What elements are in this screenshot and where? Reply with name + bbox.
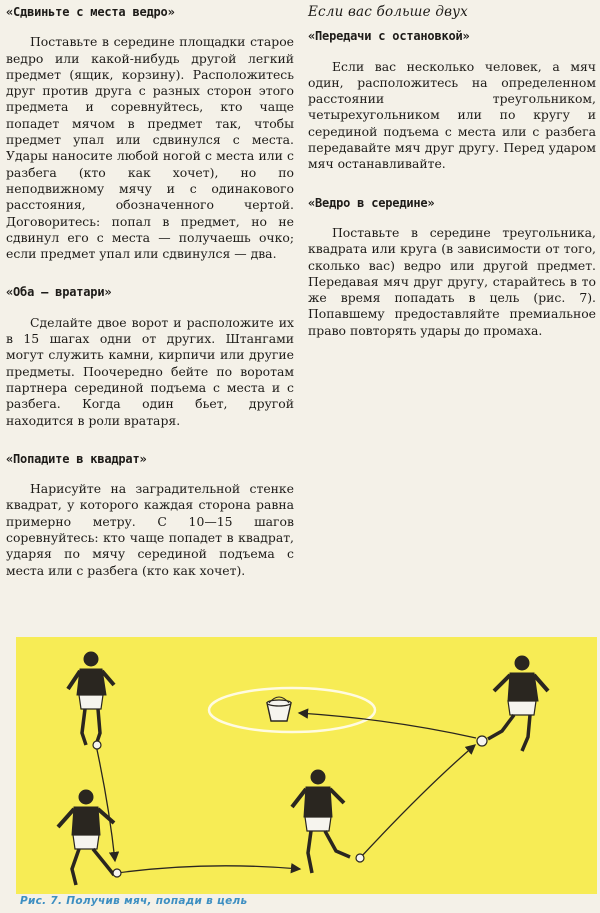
right-column — [308, 4, 596, 349]
section-text-both-goalkeepers: Сделайте двое ворот и расположите их в 15 шагах одни от других. Штангами могут служить камни, кирпичи или другие предметы. Поочередно бейте по воротам партнера серединой подъема с места и с разбега. Когда один бьет, другой находится в роли вратаря. — [6, 314, 294, 428]
section-text-move-bucket: Поставьте в середине площадки старое ведро или какой-нибудь другой легкий предмет (ящик, корзину). Расположитесь друг против друга с разных сторон этого предмета и соревнуйтесь, кто чаще попадет мячом в предмет так, чтобы предмет упал или сдвинулся с места. Удары наносите любой ногой с места или с разбега (кто как хочет), но по неподвижному мячу и с одинакового расстояния, обозначенного чертой. Договоритесь: попал в предмет, но не сдвинул его с места — получаешь очко; если предмет упал или сдвинулся — два. — [6, 34, 294, 262]
section-heading-move-bucket: «Сдвиньте с места ведро» — [6, 5, 175, 19]
section-heading-hit-square: «Попадите в квадрат» — [6, 451, 147, 466]
section-heading-bucket-in-middle: «Ведро в середине» — [308, 195, 435, 210]
left-column — [6, 4, 294, 589]
section-heading-both-goalkeepers: «Оба — вратари» — [6, 285, 112, 300]
figure-7-illustration — [16, 637, 597, 894]
figure-caption: Рис. 7. Получив мяч, попади в цель — [20, 895, 248, 907]
ball-icon — [477, 736, 487, 746]
ball-icon — [113, 869, 121, 877]
section-text-hit-square: Нарисуйте на заградительной стенке квадрат, у которого каждая сторона равна примерно метру. С 10—15 шагов соревнуйтесь: кто чаще попадет в квадрат, ударяя по мячу серединой подъема с места или с разбега (кто как хочет). — [6, 481, 294, 578]
player-bottom-left — [58, 790, 114, 885]
pass-path-to-right-player — [360, 745, 475, 858]
section-heading-passes-with-stop: «Передачи с остановкой» — [308, 29, 470, 44]
shot-path-to-bucket — [299, 713, 476, 738]
figure-7-drawing — [16, 637, 597, 894]
section-title-more-than-two: Если вас больше двух — [308, 4, 468, 20]
ball-icon — [356, 854, 364, 862]
player-top-left — [68, 652, 114, 745]
ball-icon — [93, 741, 101, 749]
pass-path-down-left — [96, 745, 115, 861]
bucket-icon — [267, 697, 291, 721]
section-text-passes-with-stop: Если вас несколько человек, а мяч один, расположитесь на определенном расстоянии треугольником, четырехугольником или по кругу и серединой подъема с места или с разбега передавайте мяч друг другу. Перед ударом мяч останавливайте. — [308, 58, 596, 172]
section-text-bucket-in-middle: Поставьте в середине треугольника, квадрата или круга (в зависимости от того, сколько вас) ведро или другой предмет. Передавая мяч друг другу, старайтесь в то же время попадать в цель (рис. 7). Попавшему предоставляйте премиальное право повторять удары до промаха. — [308, 224, 596, 338]
player-middle — [292, 770, 350, 873]
target-ring — [209, 688, 375, 732]
pass-path-to-middle-player — [117, 866, 300, 873]
player-right — [488, 656, 548, 751]
